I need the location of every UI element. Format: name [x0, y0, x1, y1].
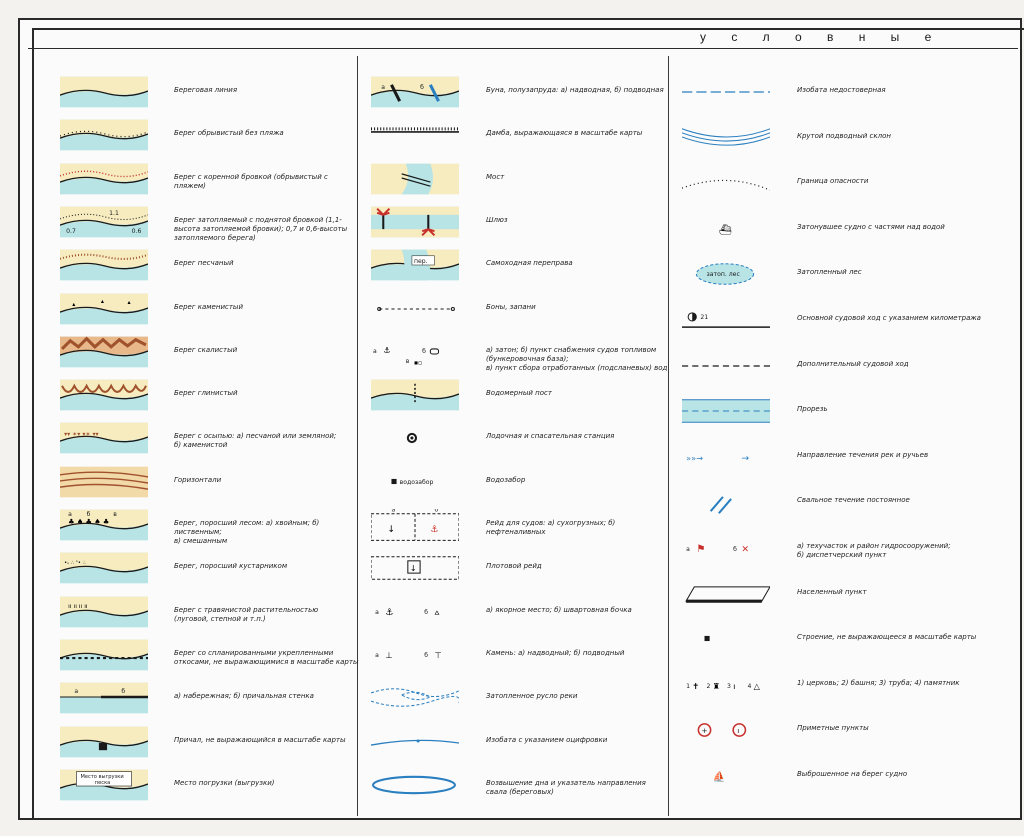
legend-label: Камень: а) надводный; б) подводный	[486, 648, 625, 657]
map-symbol-graphic	[60, 639, 148, 671]
svg-text:⚓: ⚓	[385, 606, 394, 618]
map-symbol-graphic	[60, 249, 148, 281]
map-symbol-graphic	[682, 532, 770, 564]
map-symbol	[371, 682, 459, 718]
svg-text:1.1: 1.1	[109, 209, 119, 217]
svg-text:▾▾ ✶▾ ▾✶ ▾▾: ▾▾ ✶▾ ▾✶ ▾▾	[64, 431, 99, 439]
map-symbol-graphic	[682, 350, 770, 382]
legend-label: Дамба, выражающаяся в масштабе карты	[486, 129, 643, 138]
svg-text:б: б	[121, 688, 126, 696]
svg-text:б: б	[424, 608, 428, 616]
map-symbol	[371, 119, 459, 155]
map-symbol-graphic	[371, 293, 459, 325]
svg-text:+: +	[701, 726, 708, 736]
svg-text:б: б	[424, 651, 428, 659]
map-symbol-graphic	[60, 552, 148, 584]
legend-label: Основной судовой ход с указанием километража	[797, 314, 981, 322]
map-symbol-graphic	[371, 639, 459, 671]
map-symbol	[60, 422, 148, 458]
map-symbol	[682, 76, 770, 112]
map-symbol	[60, 249, 148, 285]
map-symbol	[682, 532, 770, 568]
map-symbol	[371, 639, 459, 675]
legend-label: Населенный пункт	[797, 587, 867, 596]
map-symbol-graphic	[371, 466, 459, 498]
svg-text:песка: песка	[94, 779, 111, 786]
svg-text:⊤: ⊤	[434, 649, 442, 660]
svg-text:в: в	[405, 358, 410, 366]
legend-label: Направление течения рек и ручьев	[797, 450, 929, 459]
svg-text:а: а	[381, 83, 385, 91]
legend-label: Берег с коренной бровкой (обрывистый с пляжем)	[174, 172, 328, 190]
map-symbol-graphic	[371, 422, 459, 454]
legend-label: Плотовой рейд	[486, 562, 542, 571]
map-symbol	[60, 206, 148, 242]
map-symbol-graphic	[371, 726, 459, 758]
map-symbol-graphic	[371, 769, 459, 801]
legend-label: а) техучасток и район гидросооружений; б) диспетчерский пункт	[797, 542, 951, 559]
map-symbol-graphic	[60, 379, 148, 411]
legend-label: Боны, запани	[486, 302, 536, 311]
svg-text:⩟: ⩟	[434, 606, 440, 617]
legend-label: Береговая линия	[174, 86, 238, 94]
svg-text:водозабор: водозабор	[399, 478, 434, 486]
map-symbol	[60, 76, 148, 112]
map-symbol-graphic	[682, 304, 770, 336]
legend-label: Самоходная переправа	[486, 259, 573, 268]
svg-text:в: в	[113, 510, 117, 518]
map-symbol-graphic	[682, 258, 770, 290]
map-symbol	[682, 578, 770, 614]
map-symbol-graphic	[682, 760, 770, 792]
svg-text:✕: ✕	[741, 544, 750, 556]
svg-text:✝: ✝	[692, 680, 700, 691]
svg-text:↓: ↓	[409, 563, 417, 574]
legend-label: 1) церковь; 2) башня; 3) труба; 4) памятник	[797, 678, 960, 687]
map-symbol	[60, 119, 148, 155]
map-symbol-graphic	[682, 669, 770, 701]
svg-text:↓: ↓	[387, 524, 396, 536]
legend-label: Берег с осыпью: а) песчаной или земляной; б) каменистой	[174, 432, 337, 450]
header-rule	[28, 48, 1018, 49]
map-symbol-graphic	[371, 163, 459, 195]
map-symbol	[682, 167, 770, 203]
map-symbol-graphic	[682, 76, 770, 108]
svg-text:▪▫: ▪▫	[413, 359, 423, 367]
legend-label: Изобата недостоверная	[797, 86, 886, 94]
svg-text:→: →	[741, 452, 750, 464]
legend-label: а) затон; б) пункт снабжения судов топливом (бункеровочная база); в) пункт сбора отработанных (подсланевых) вод	[486, 345, 668, 372]
svg-text:ı: ı	[737, 726, 740, 736]
map-symbol	[60, 596, 148, 632]
map-symbol-graphic	[60, 682, 148, 714]
map-symbol-graphic	[682, 714, 770, 746]
map-symbol-graphic	[60, 293, 148, 325]
legend-label: Затонувшее судно с частями над водой	[797, 222, 945, 231]
svg-text:⚑: ⚑	[696, 544, 706, 556]
legend-label: Горизонтали	[174, 475, 222, 484]
svg-text:⛴: ⛴	[718, 224, 732, 236]
map-symbol-graphic	[60, 206, 148, 238]
svg-text:⚓: ⚓	[383, 344, 391, 355]
svg-text:▴: ▴	[72, 300, 76, 308]
legend-label: Приметные пункты	[797, 724, 869, 733]
map-symbol-graphic	[60, 119, 148, 151]
map-symbol	[60, 509, 148, 545]
legend-label: Затопленный лес	[797, 268, 862, 277]
map-symbol	[60, 769, 148, 805]
map-symbol	[371, 336, 459, 372]
map-symbol	[60, 726, 148, 762]
map-symbol	[371, 726, 459, 762]
svg-text:затоп. лес: затоп. лес	[706, 271, 740, 279]
svg-text:21: 21	[700, 313, 709, 321]
legend-label: Затопленное русло реки	[486, 692, 578, 701]
map-symbol	[60, 293, 148, 329]
map-symbol	[682, 669, 770, 705]
map-symbol	[371, 293, 459, 329]
map-symbol-graphic	[371, 249, 459, 281]
legend-label: Берег затопляемый с поднятой бровкой (1,1- высота затопляемой бровки); 0,7 и 0,6-высоты затопляемого берега)	[174, 215, 348, 242]
map-symbol	[60, 163, 148, 199]
svg-text:4: 4	[747, 682, 752, 690]
svg-text:а: а	[373, 347, 377, 355]
legend-label: Берег каменистый	[174, 302, 243, 311]
map-symbol-graphic	[60, 726, 148, 758]
map-symbol-graphic	[371, 509, 459, 541]
legend-label: Место погрузки (выгрузки)	[174, 778, 275, 787]
legend-label: Берег со спланированными укрепленными откосами, не выражающимися в масштабе карты	[174, 648, 359, 666]
map-symbol	[371, 466, 459, 502]
map-symbol	[682, 213, 770, 249]
map-symbol	[371, 76, 459, 112]
svg-text:ıı ıı ıı ıı: ıı ıı ıı ıı	[68, 602, 88, 610]
map-symbol	[371, 379, 459, 415]
map-symbol-graphic	[682, 441, 770, 473]
svg-text:а: а	[375, 651, 379, 659]
svg-text:ı: ı	[733, 680, 736, 691]
svg-text:0.6: 0.6	[131, 228, 142, 236]
map-symbol	[60, 552, 148, 588]
svg-text:а: а	[68, 510, 72, 518]
map-symbol	[682, 395, 770, 431]
legend-label: Мост	[486, 172, 505, 181]
svg-text:2: 2	[706, 682, 711, 690]
map-symbol	[60, 639, 148, 675]
map-symbol	[682, 304, 770, 340]
map-symbol-graphic	[60, 769, 148, 801]
map-symbol	[371, 163, 459, 199]
map-symbol-graphic	[682, 486, 770, 518]
svg-text:Место выгрузки: Место выгрузки	[80, 773, 124, 780]
map-symbol-graphic	[682, 623, 770, 655]
svg-text:а: а	[375, 608, 379, 616]
map-symbol-graphic	[60, 422, 148, 454]
svg-text:пер.: пер.	[413, 258, 428, 266]
legend-label: Водозабор	[486, 475, 526, 484]
map-symbol-graphic	[682, 578, 770, 610]
map-symbol	[371, 422, 459, 458]
legend-label: Берег обрывистый без пляжа	[174, 129, 284, 138]
legend-label: Берег песчаный	[174, 259, 234, 268]
map-symbol-graphic	[60, 509, 148, 541]
svg-text:а: а	[74, 688, 79, 696]
map-symbol	[371, 596, 459, 632]
legend-label: Берег глинистый	[174, 389, 238, 398]
legend-label: Лодочная и спасательная станция	[486, 432, 615, 441]
legend-label: Строение, не выражающееся в масштабе карты	[797, 633, 977, 642]
map-symbol-graphic	[60, 466, 148, 498]
svg-text:а: а	[686, 546, 690, 554]
svg-text:⊥: ⊥	[385, 649, 393, 660]
legend-label: Причал, не выражающийся в масштабе карты	[174, 735, 346, 744]
svg-text:⚓: ⚓	[430, 524, 439, 536]
legend-label: а) якорное место; б) швартовная бочка	[486, 605, 632, 614]
legend-label: Граница опасности	[797, 177, 869, 186]
map-symbol-graphic	[60, 336, 148, 368]
map-symbol	[60, 682, 148, 718]
map-symbol-graphic	[60, 596, 148, 628]
map-symbol	[682, 122, 770, 158]
svg-text:3: 3	[727, 682, 731, 690]
map-symbol	[371, 769, 459, 805]
legend-label: Шлюз	[486, 215, 508, 224]
legend-label: Берег, поросший кустарником	[174, 562, 288, 571]
map-symbol	[60, 466, 148, 502]
map-symbol	[682, 760, 770, 796]
map-symbol	[371, 206, 459, 242]
map-symbol-graphic	[371, 596, 459, 628]
map-symbol	[371, 249, 459, 285]
map-symbol-graphic	[371, 206, 459, 238]
svg-text:1: 1	[686, 682, 690, 690]
legend-label: Берег скалистый	[174, 345, 238, 354]
svg-text:▴: ▴	[127, 298, 131, 306]
svg-text:⛵: ⛵	[712, 772, 726, 784]
svg-text:△: △	[753, 680, 760, 691]
svg-text:б: б	[86, 510, 91, 518]
legend-label: Крутой подводный склон	[797, 131, 891, 140]
map-symbol	[682, 623, 770, 659]
map-symbol	[60, 336, 148, 372]
legend-label: Рейд для судов: а) сухогрузных; б) нефтеналивных	[486, 519, 616, 536]
svg-text:♣ ♠ ♣ ♠ ♣: ♣ ♠ ♣ ♠ ♣	[68, 516, 110, 526]
map-symbol-graphic	[371, 682, 459, 714]
svg-text:▴: ▴	[100, 297, 105, 305]
map-symbol	[682, 486, 770, 522]
svg-text:б: б	[420, 83, 424, 91]
legend-label: Прорезь	[797, 405, 828, 414]
legend-label: Выброшенное на берег судно	[797, 770, 908, 778]
map-symbol-graphic	[682, 122, 770, 154]
svg-text:а: а	[391, 509, 396, 514]
map-symbol	[682, 258, 770, 294]
map-symbol-graphic	[60, 76, 148, 108]
legend-label: а) набережная; б) причальная стенка	[174, 692, 314, 701]
svg-text:•ₒ ∴ ᵒ• ∴: •ₒ ∴ ᵒ• ∴	[64, 560, 86, 567]
map-symbol	[60, 379, 148, 415]
svg-text:б: б	[733, 546, 737, 554]
legend-label: Возвышение дна и указатель направления свала (береговых)	[486, 778, 646, 796]
svg-text:б: б	[422, 347, 426, 355]
map-symbol-graphic	[371, 119, 459, 151]
svg-text:б: б	[434, 509, 439, 514]
map-symbol	[682, 350, 770, 386]
svg-text:♜: ♜	[712, 680, 721, 691]
legend-label: Водомерный пост	[486, 389, 552, 398]
map-symbol-graphic	[371, 76, 459, 108]
map-symbol	[682, 714, 770, 750]
map-symbol	[371, 552, 459, 588]
map-symbol-graphic	[371, 552, 459, 584]
legend-title: у с л о в н ы е	[700, 30, 943, 44]
legend-label: Берег с травянистой растительностью (луговой, степной и т.п.)	[174, 605, 319, 623]
map-symbol-graphic	[60, 163, 148, 195]
svg-text:»»→: »»→	[686, 452, 703, 463]
map-symbol-graphic	[682, 213, 770, 245]
legend-label: Свальное течение постоянное	[797, 496, 910, 505]
map-symbol-graphic	[371, 336, 459, 368]
map-symbol	[682, 441, 770, 477]
svg-text:0.7: 0.7	[66, 228, 76, 236]
legend-label: Берег, поросший лесом: а) хвойным; б) лиственным; в) смешанным	[174, 519, 320, 545]
map-symbol	[371, 509, 459, 545]
map-symbol-graphic	[682, 395, 770, 427]
legend-label: Буна, полузапруда: а) надводная, б) подводная	[486, 86, 664, 94]
legend-label: Изобата с указанием оцифровки	[486, 735, 608, 744]
legend-label: Дополнительный судовой ход	[797, 359, 909, 368]
map-symbol-graphic	[682, 167, 770, 199]
map-symbol-graphic	[371, 379, 459, 411]
